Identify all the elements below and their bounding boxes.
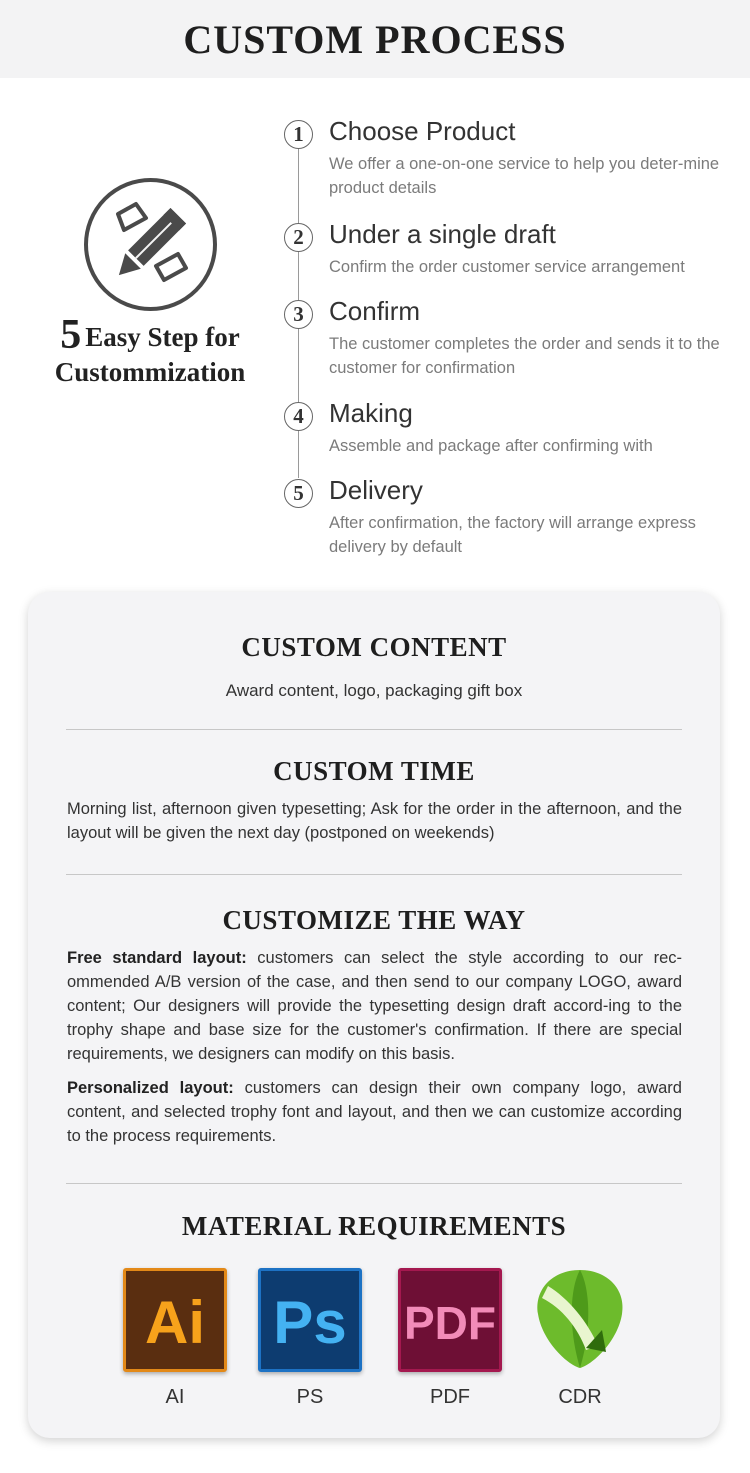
divider <box>66 729 682 730</box>
tagline-number: 5 <box>60 312 82 358</box>
tagline <box>20 312 280 389</box>
step-description: Assemble and package after confirming with <box>329 437 653 455</box>
pdf-format <box>398 1268 502 1408</box>
step-description: We offer a one-on-one service to help you deter-mine product details <box>329 155 720 197</box>
custom-content-text: Award content, logo, packaging gift box <box>225 681 523 700</box>
personalized-layout-paragraph <box>67 1076 682 1148</box>
custom-time-title: CUSTOM TIME <box>273 756 475 786</box>
step-number-badge: 1 <box>284 120 313 149</box>
format-label: PS <box>296 1386 324 1408</box>
step-number-badge: 3 <box>284 300 313 329</box>
step-title: Making <box>329 398 413 428</box>
step-title: Under a single draft <box>329 219 556 249</box>
step-description: Confirm the order customer service arrangement <box>329 258 685 276</box>
material-requirements-title: MATERIAL REQUIREMENTS <box>181 1211 567 1241</box>
divider <box>66 874 682 875</box>
page-header <box>0 0 750 78</box>
personalized-layout-text: customers can design their own company logo, award content, and selected trophy font and layout, and then we can customize according to the process requirements. <box>67 1079 682 1145</box>
step-title: Choose Product <box>329 116 516 146</box>
format-label: AI <box>165 1386 185 1408</box>
customize-way-title: CUSTOMIZE THE WAY <box>222 905 526 935</box>
step-description: The customer completes the order and sends it to the customer for confirmation <box>329 335 720 377</box>
custom-content-title: CUSTOM CONTENT <box>241 632 507 662</box>
info-card <box>28 592 720 1438</box>
tagline-line1: Easy Step for <box>85 322 240 352</box>
step-number-badge: 5 <box>284 479 313 508</box>
illustrator-format <box>123 1268 227 1408</box>
personalized-layout-label: Personalized layout: <box>67 1079 234 1097</box>
standard-layout-paragraph <box>67 946 682 1066</box>
photoshop-icon: Ps <box>258 1268 362 1372</box>
step-number-badge: 2 <box>284 223 313 252</box>
coreldraw-icon <box>528 1268 632 1372</box>
step-title: Confirm <box>329 296 421 326</box>
step-title: Delivery <box>329 475 423 505</box>
format-label: CDR <box>558 1386 602 1408</box>
illustrator-icon: Ai <box>123 1268 227 1372</box>
tagline-line2: Custommization <box>54 357 246 387</box>
standard-layout-text: customers can select the style according to our rec-ommended A/B version of the case, and then send to our company LOGO, award content; Our designers will provide the typesetting design draft accord-ing to the trophy shape and base size for the customer's confirmation. If there are special requirements, we designers can modify on this basis. <box>67 949 682 1063</box>
pencil-edit-icon <box>84 178 217 311</box>
step-number-badge: 4 <box>284 402 313 431</box>
custom-time-text: Morning list, afternoon given typesetting; Ask for the order in the afternoon, and the layout will be given the next day (postponed on weekends) <box>67 800 682 842</box>
step-description: After confirmation, the factory will arrange express delivery by default <box>329 514 696 556</box>
page-title: CUSTOM PROCESS <box>183 17 567 62</box>
standard-layout-label: Free standard layout: <box>67 949 247 967</box>
photoshop-format <box>258 1268 362 1408</box>
format-label: PDF <box>430 1386 470 1408</box>
pdf-icon: PDF <box>398 1268 502 1372</box>
coreldraw-format <box>528 1268 632 1408</box>
divider <box>66 1183 682 1184</box>
